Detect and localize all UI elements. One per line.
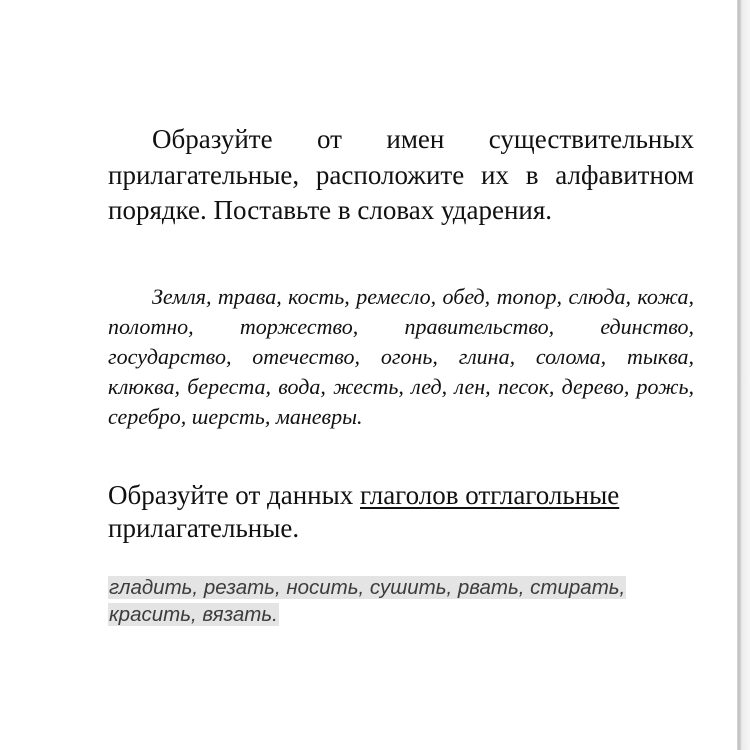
task-1-instruction: Образуйте от имен существительных прилагательные, расположите их в алфавитном порядке. Поставьте в словах ударения. [108,124,694,225]
task-2-instruction-end: прилагательные. [108,513,300,543]
page-edge-shadow [737,0,750,750]
task-2-instruction-start: Образуйте от данных [108,480,361,510]
task-2-instruction [108,479,708,545]
highlighted-word-list: гладить, резать, носить, сушить, рвать, стирать, красить, вязать. [109,576,626,626]
task-2-word-list [108,574,708,628]
task-2-instruction-underlined: глаголов отглагольные [360,480,620,510]
task-1-word-list: Земля, трава, кость, ремесло, обед, топор, слюда, кожа, полотно, торжество, правительство, единство, государство, отечество, огонь, глина, солома, тыква, клюква, береста, вода, жесть, лед, лен, песок, дерево, рожь, серебро, шерсть, маневры. [108,284,694,429]
